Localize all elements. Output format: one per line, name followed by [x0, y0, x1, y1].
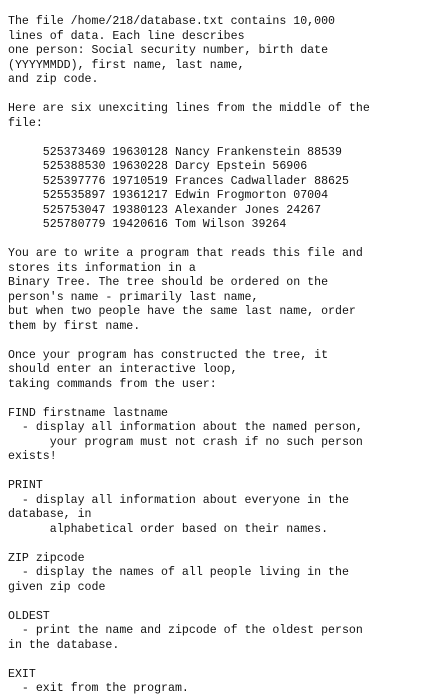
command-oldest-description: - print the name and zipcode of the oldest person — [8, 624, 363, 637]
command-print-syntax: PRINT — [8, 479, 43, 492]
command-oldest — [8, 610, 420, 654]
sample-record-line: 525535897 19361217 Edwin Frogmorton 07004 — [8, 189, 329, 202]
task-line: but when two people have the same last name, order — [8, 305, 356, 318]
sample-record-line: 525373469 19630128 Nancy Frankenstein 88539 — [8, 145, 342, 159]
command-oldest-syntax: OLDEST — [8, 609, 50, 623]
spacer — [8, 233, 420, 248]
task-line: person's name - primarily last name, — [8, 290, 259, 304]
command-print-description: - display all information about everyone in the — [8, 493, 349, 507]
intro-line: one person: Social security number, birth date — [8, 44, 329, 57]
intro-line: lines of data. Each line describes — [8, 29, 245, 43]
command-find-description: exists! — [8, 450, 57, 463]
spacer — [8, 131, 420, 146]
sample-record-line: 525397776 19710519 Frances Cadwallader 88625 — [8, 174, 349, 188]
spacer — [8, 595, 420, 610]
command-find-description: - display all information about the named person, — [8, 421, 363, 434]
sample-record-line: 525780779 19420616 Tom Wilson 39264 — [8, 218, 287, 231]
command-zip-description: given zip code — [8, 580, 106, 594]
task-line: Binary Tree. The tree should be ordered on the — [8, 276, 329, 289]
command-find-description: your program must not crash if no such person — [8, 435, 363, 449]
loop-intro-line: Once your program has constructed the tree, it — [8, 348, 329, 362]
spacer — [8, 653, 420, 668]
task-line: them by first name. — [8, 319, 141, 333]
spacer — [8, 465, 420, 480]
command-print-description: database, in — [8, 508, 92, 521]
command-exit-description: - exit from the program. — [8, 682, 189, 695]
task-paragraph — [8, 247, 420, 334]
sample-records — [8, 146, 420, 233]
sample-record-line: 525388530 19630228 Darcy Epstein 56906 — [8, 160, 308, 173]
command-print — [8, 479, 420, 537]
sample-intro-line: Here are six unexciting lines from the middle of the — [8, 102, 370, 115]
command-print-description: alphabetical order based on their names. — [8, 522, 329, 536]
command-oldest-description: in the database. — [8, 638, 120, 652]
loop-intro-line: should enter an interactive loop, — [8, 363, 238, 376]
spacer — [8, 334, 420, 349]
spacer — [8, 537, 420, 552]
intro-line: The file /home/218/database.txt contains 10,000 — [8, 15, 335, 28]
command-zip-description: - display the names of all people living in the — [8, 566, 349, 579]
sample-record-line: 525753047 19380123 Alexander Jones 24267 — [8, 203, 322, 217]
command-find-syntax: FIND firstname lastname — [8, 406, 169, 420]
spacer — [8, 392, 420, 407]
task-line: stores its information in a — [8, 261, 196, 275]
loop-intro-line: taking commands from the user: — [8, 377, 217, 391]
loop-intro-paragraph — [8, 349, 420, 393]
sample-intro-line: file: — [8, 116, 43, 130]
intro-line: and zip code. — [8, 73, 99, 86]
command-find — [8, 407, 420, 465]
spacer — [8, 88, 420, 103]
command-exit — [8, 668, 420, 697]
command-exit-syntax: EXIT — [8, 667, 36, 681]
intro-line: (YYYYMMDD), first name, last name, — [8, 58, 245, 72]
command-zip-syntax: ZIP zipcode — [8, 551, 85, 565]
sample-intro-paragraph — [8, 102, 420, 131]
command-zip — [8, 552, 420, 596]
intro-paragraph — [8, 15, 420, 88]
task-line: You are to write a program that reads this file and — [8, 247, 363, 260]
